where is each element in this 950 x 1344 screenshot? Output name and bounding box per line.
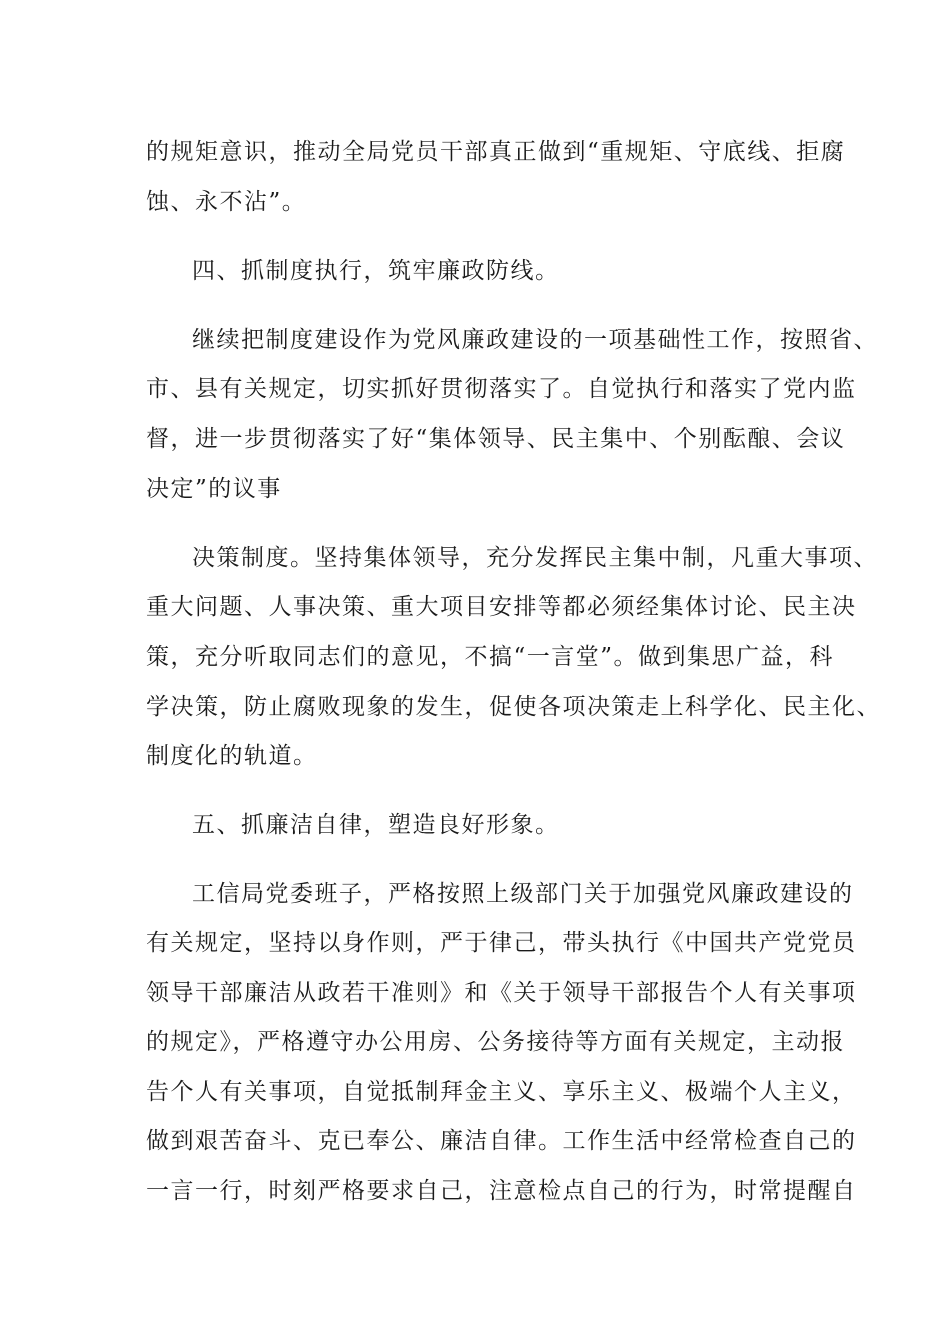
- text-line: 领导干部廉洁从政若干准则》和《关于领导干部报告个人有关事项: [146, 980, 857, 1006]
- text-line: 有关规定，坚持以身作则，严于律己，带头执行《中国共产党党员: [146, 930, 857, 956]
- text-line: 告个人有关事项，自觉抵制拜金主义、享乐主义、极端个人主义，: [146, 1079, 857, 1105]
- text-line: 做到艰苦奋斗、克已奉公、廉洁自律。工作生活中经常检查自己的: [146, 1128, 857, 1154]
- text-line: 一言一行，时刻严格要求自己，注意检点自己的行为，时常提醒自: [146, 1178, 857, 1204]
- text-line: 蚀、永不沾”。: [146, 189, 307, 215]
- text-line: 决定”的议事: [146, 476, 282, 502]
- text-line: 决策制度。坚持集体领导，充分发挥民主集中制，凡重大事项、: [192, 545, 878, 571]
- text-line: 督，进一步贯彻落实了好“集体领导、民主集中、个别酝酿、会议: [146, 426, 846, 452]
- text-line: 的规定》，严格遵守办公用房、公务接待等方面有关规定，主动报: [146, 1029, 845, 1055]
- text-line: 策，充分听取同志们的意见，不搞“一言堂”。做到集思广益，科: [146, 644, 835, 670]
- text-line: 继续把制度建设作为党风廉政建设的一项基础性工作，按照省、: [192, 327, 878, 353]
- section-heading: 四、抓制度执行，筑牢廉政防线。: [192, 258, 560, 284]
- text-line: 市、县有关规定，切实抓好贯彻落实了。自觉执行和落实了党内监: [146, 376, 857, 402]
- text-line: 的规矩意识，推动全局党员干部真正做到“重规矩、守底线、拒腐: [146, 139, 846, 165]
- section-heading: 五、抓廉洁自律，塑造良好形象。: [192, 812, 560, 838]
- text-line: 重大问题、人事决策、重大项目安排等都必须经集体讨论、民主决: [146, 594, 857, 620]
- text-line: 制度化的轨道。: [146, 743, 318, 769]
- text-line: 学决策，防止腐败现象的发生，促使各项决策走上科学化、民主化、: [146, 694, 881, 720]
- text-line: 工信局党委班子，严格按照上级部门关于加强党风廉政建设的: [192, 881, 854, 907]
